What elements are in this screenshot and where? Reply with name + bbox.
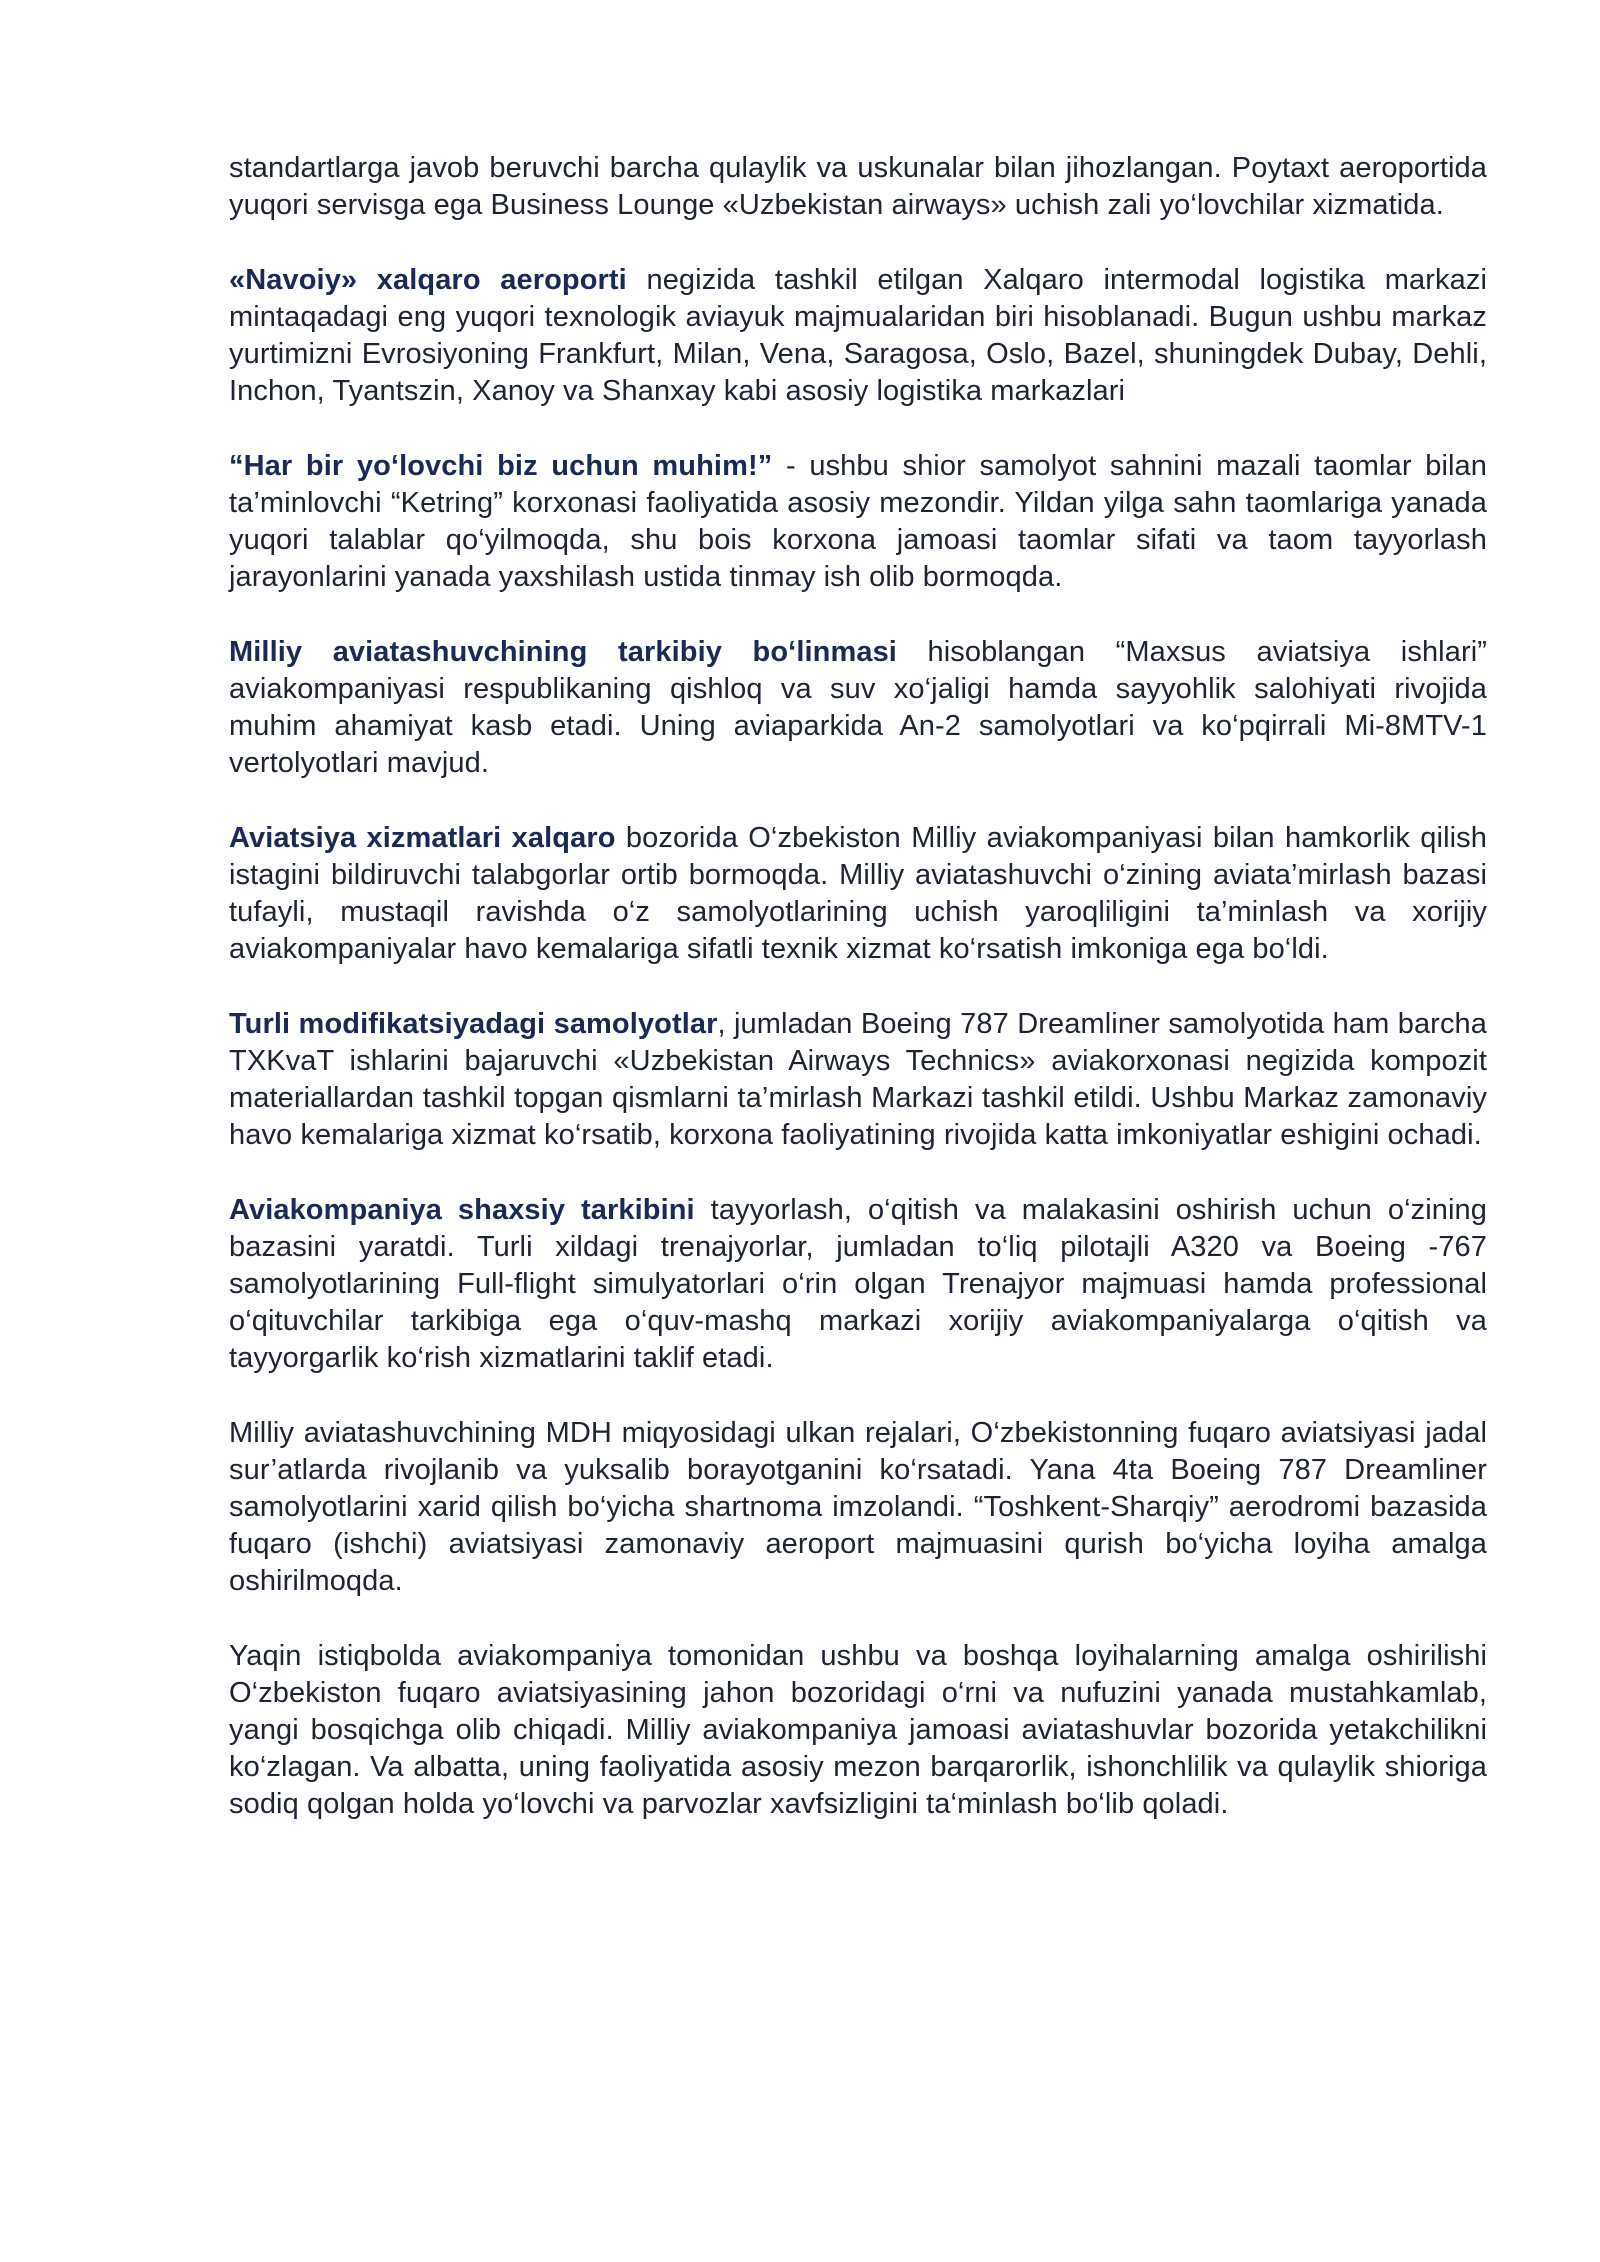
paragraph-2-text: negizida tashkil etilgan Xalqaro intermodal logistika markazi mintaqadagi eng yuqori texnologik aviayuk majmualaridan biri hisoblanadi. Bugun ushbu markaz yurtimizni Evrosiyoning Frankfurt, Milan, Vena, Saragosa, Oslo, Bazel, shuningdek Dubay, Dehli, Inchon, Tyantszin, Xanoy va Shanxay kabi asosiy logistika markazlari (229, 264, 1487, 407)
paragraph-6 (229, 1006, 1487, 1154)
paragraph-1 (229, 150, 1487, 224)
paragraph-4-text: hisoblangan “Maxsus aviatsiya ishlari” aviakompaniyasi respublikaning qishloq va suv xo‘jaligi hamda sayyohlik salohiyati rivojida muhim ahamiyat kasb etadi. Uning aviaparkida An-2 samolyotlari va ko‘pqirrali Mi-8MTV-1 vertolyotlari mavjud. (229, 636, 1487, 779)
paragraph-9 (229, 1638, 1487, 1823)
paragraph-3-text: - ushbu shior samolyot sahnini mazali taomlar bilan ta’minlovchi “Ketring” korxonasi faoliyatida asosiy mezondir. Yildan yilga sahn taomlariga yanada yuqori talablar qo‘yilmoqda, shu bois korxona jamoasi taomlar sifati va taom tayyorlash jarayonlarini yanada yaxshilash ustida tinmay ish olib bormoqda. (229, 450, 1487, 593)
paragraph-1-text: standartlarga javob beruvchi barcha qulaylik va uskunalar bilan jihozlangan. Poytaxt aeroportida yuqori servisga ega Business Lounge «Uzbekistan airways» uchish zali yo‘lovchilar xizmatida. (229, 152, 1487, 221)
paragraph-2-lead: «Navoiy» xalqaro aeroporti (229, 264, 627, 296)
paragraph-7-lead: Aviakompaniya shaxsiy tarkibini (229, 1194, 695, 1226)
paragraph-8 (229, 1415, 1487, 1600)
paragraph-3 (229, 448, 1487, 596)
paragraph-8-text: Milliy aviatashuvchining MDH miqyosidagi ulkan rejalari, O‘zbekistonning fuqaro aviatsiyasi jadal sur’atlarda rivojlanib va yuksalib borayotganini ko‘rsatadi. Yana 4ta Boeing 787 Dreamliner samolyotlarini xarid qilish bo‘yicha shartnoma imzolandi. “Toshkent-Sharqiy” aerodromi bazasida fuqaro (ishchi) aviatsiyasi zamonaviy aeroport majmuasini qurish bo‘yicha loyiha amalga oshirilmoqda. (229, 1417, 1487, 1597)
paragraph-9-text: Yaqin istiqbolda aviakompaniya tomonidan ushbu va boshqa loyihalarning amalga oshirilishi O‘zbekiston fuqaro aviatsiyasining jahon bozoridagi o‘rni va nufuzini yanada mustahkamlab, yangi bosqichga olib chiqadi. Milliy aviakompaniya jamoasi aviatashuvlar bozorida yetakchilikni ko‘zlagan. Va albatta, uning faoliyatida asosiy mezon barqarorlik, ishonchlilik va qulaylik shioriga sodiq qolgan holda yo‘lovchi va parvozlar xavfsizligini ta‘minlash bo‘lib qoladi. (229, 1640, 1487, 1820)
paragraph-6-lead: Turli modifikatsiyadagi samolyotlar (229, 1008, 718, 1040)
paragraph-4-lead: Milliy aviatashuvchining tarkibiy bo‘linmasi (229, 636, 897, 668)
document-body (229, 150, 1487, 1823)
paragraph-7-text: tayyorlash, o‘qitish va malakasini oshirish uchun o‘zining bazasini yaratdi. Turli xildagi trenajyorlar, jumladan to‘liq pilotajli A320 va Boeing -767 samolyotlarining Full-flight simulyatorlari o‘rin olgan Trenajyor majmuasi hamda professional o‘qituvchilar tarkibiga ega o‘quv-mashq markazi xorijiy aviakompaniyalarga o‘qitish va tayyorgarlik ko‘rish xizmatlarini taklif etadi. (229, 1194, 1487, 1374)
paragraph-4 (229, 634, 1487, 782)
paragraph-5 (229, 820, 1487, 968)
paragraph-5-text: bozorida O‘zbekiston Milliy aviakompaniyasi bilan hamkorlik qilish istagini bildiruvchi talabgorlar ortib bormoqda. Milliy aviatashuvchi o‘zining aviata’mirlash bazasi tufayli, mustaqil ravishda o‘z samolyotlarining uchish yaroqliligini ta’minlash va xorijiy aviakompaniyalar havo kemalariga sifatli texnik xizmat ko‘rsatish imkoniga ega bo‘ldi. (229, 822, 1487, 965)
paragraph-6-text: , jumladan Boeing 787 Dreamliner samolyotida ham barcha TXKvaT ishlarini bajaruvchi «Uzbekistan Airways Technics» aviakorxonasi negizida kompozit materiallardan tashkil topgan qismlarni ta’mirlash Markazi tashkil etildi. Ushbu Markaz zamonaviy havo kemalariga xizmat ko‘rsatib, korxona faoliyatining rivojida katta imkoniyatlar eshigini ochadi. (229, 1008, 1487, 1151)
paragraph-7 (229, 1192, 1487, 1377)
paragraph-5-lead: Aviatsiya xizmatlari xalqaro (229, 822, 616, 854)
paragraph-3-lead: “Har bir yo‘lovchi biz uchun muhim!” (229, 450, 773, 482)
paragraph-2 (229, 262, 1487, 410)
